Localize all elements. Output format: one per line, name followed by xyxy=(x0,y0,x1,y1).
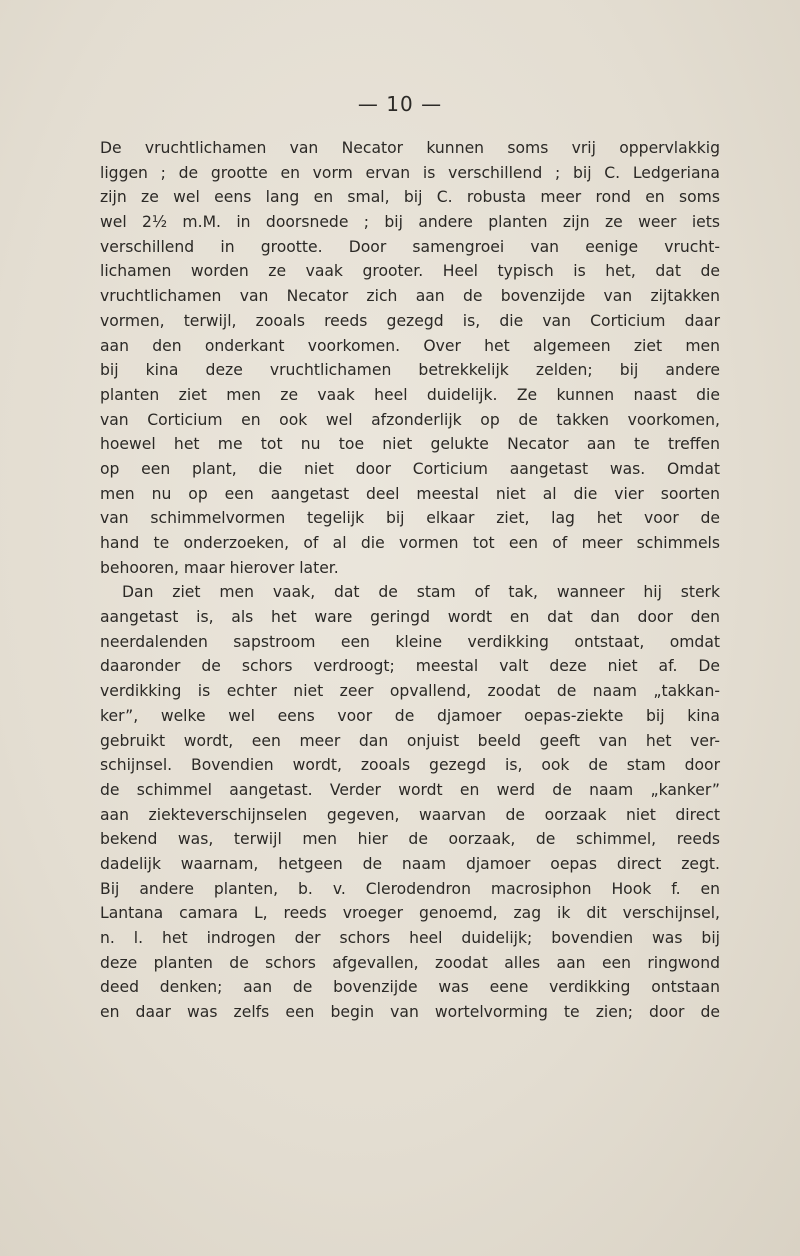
text-line: aan den onderkant voorkomen. Over het algemeen ziet men xyxy=(100,336,720,355)
text-line: hoewel het me tot nu toe niet gelukte Necator aan te treffen xyxy=(100,435,720,454)
text-line: gebruikt wordt, een meer dan onjuist beeld geeft van het ver- xyxy=(100,731,720,750)
text-line: deed denken; aan de bovenzijde was eene verdikking ontstaan xyxy=(100,978,720,997)
text-line: verschillend in grootte. Door samengroei van eenige vrucht- xyxy=(100,237,720,256)
text-line: en daar was zelfs een begin van wortelvorming te zien; door de xyxy=(100,1003,720,1022)
text-line: neerdalenden sapstroom een kleine verdikking ontstaat, omdat xyxy=(100,632,720,651)
text-line: planten ziet men ze vaak heel duidelijk. Ze kunnen naast die xyxy=(100,385,720,404)
text-line: verdikking is echter niet zeer opvallend, zoodat de naam „takkan- xyxy=(100,682,720,701)
text-line: dadelijk waarnam, hetgeen de naam djamoer oepas direct zegt. xyxy=(100,854,720,873)
text-line: van schimmelvormen tegelijk bij elkaar ziet, lag het voor de xyxy=(100,509,720,528)
text-line: Lantana camara L, reeds vroeger genoemd, zag ik dit verschijnsel, xyxy=(100,904,720,923)
text-line: de schimmel aangetast. Verder wordt en werd de naam „kanker” xyxy=(100,780,720,799)
text-line: bekend was, terwijl men hier de oorzaak, de schimmel, reeds xyxy=(100,830,720,849)
text-line: De vruchtlichamen van Necator kunnen soms vrij oppervlakkig xyxy=(100,139,720,157)
text-line: zijn ze wel eens lang en smal, bij C. robusta meer rond en soms xyxy=(100,188,720,207)
text-line: Dan ziet men vaak, dat de stam of tak, wanneer hij sterk xyxy=(122,583,720,602)
text-line: vruchtlichamen van Necator zich aan de bovenzijde van zijtakken xyxy=(100,287,720,306)
text-line: men nu op een aangetast deel meestal niet al die vier soorten xyxy=(100,484,720,503)
text-line: hand te onderzoeken, of al die vormen tot een of meer schimmels xyxy=(100,534,720,552)
text-line: liggen ; de grootte en vorm ervan is verschillend ; bij C. Ledgeriana xyxy=(100,163,720,182)
text-line: schijnsel. Bovendien wordt, zooals gezegd is, ook de stam door xyxy=(100,756,720,775)
text-line: Bij andere planten, b. v. Clerodendron macrosiphon Hook f. en xyxy=(100,879,720,898)
text-line: aan ziekteverschijnselen gegeven, waarvan de oorzaak niet direct xyxy=(100,805,720,824)
text-line: op een plant, die niet door Corticium aangetast was. Omdat xyxy=(100,459,720,478)
page-number: — 10 — xyxy=(357,92,443,116)
text-line: aangetast is, als het ware geringd wordt en dat dan door den xyxy=(100,608,720,627)
text-line: ker”, welke wel eens voor de djamoer oepas-ziekte bij kina xyxy=(100,706,720,725)
text-line: behooren, maar hierover later. xyxy=(100,558,339,577)
text-line: van Corticium en ook wel afzonderlijk op de takken voorkomen, xyxy=(100,410,720,429)
text-line: wel 2½ m.M. in doorsnede ; bij andere planten zijn ze weer iets xyxy=(100,213,720,232)
text-line: lichamen worden ze vaak grooter. Heel typisch is het, dat de xyxy=(100,262,720,281)
text-line: n. l. het indrogen der schors heel duidelijk; bovendien was bij xyxy=(100,929,720,947)
text-line: deze planten de schors afgevallen, zoodat alles aan een ringwond xyxy=(100,953,720,972)
text-line: daaronder de schors verdroogt; meestal valt deze niet af. De xyxy=(100,657,720,676)
body-text xyxy=(100,136,720,1025)
text-line: bij kina deze vruchtlichamen betrekkelijk zelden; bij andere xyxy=(100,361,720,380)
text-line: vormen, terwijl, zooals reeds gezegd is, die van Corticium daar xyxy=(100,311,720,330)
